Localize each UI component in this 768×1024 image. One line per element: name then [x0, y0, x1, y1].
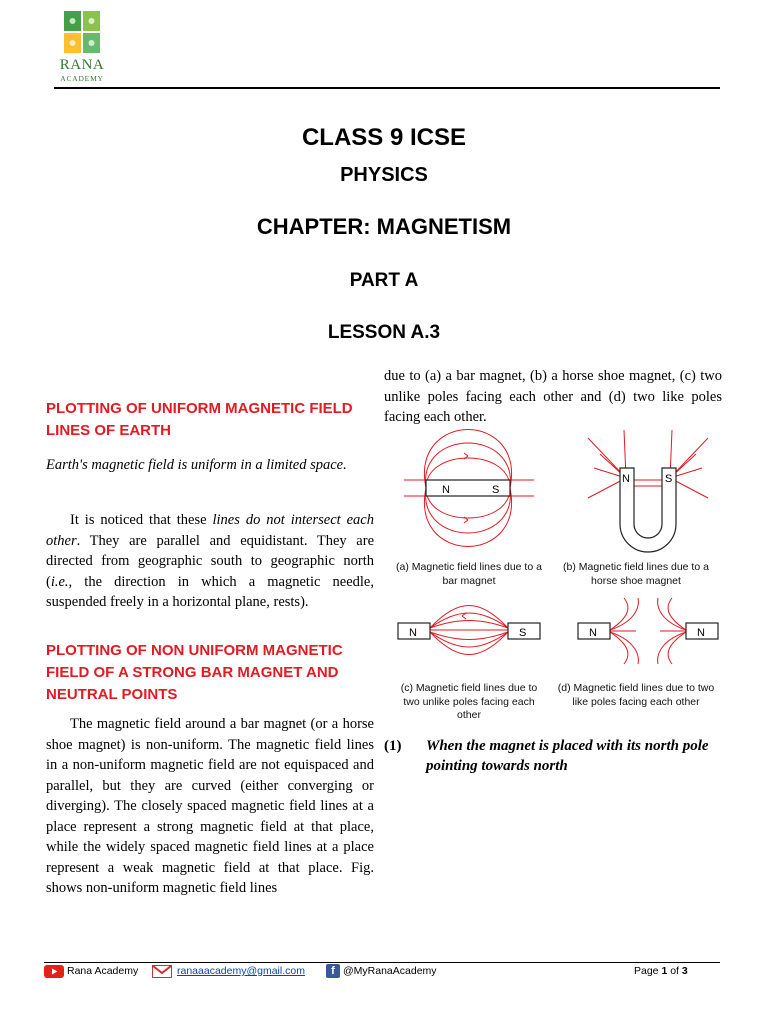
like-poles-diagram — [610, 598, 686, 664]
numbered-item-1 — [384, 736, 724, 776]
facebook-icon: f — [326, 964, 340, 978]
item-text: When the magnet is placed with its north pole pointing towards north — [426, 738, 709, 774]
paragraph-non-uniform-field: The magnetic field around a bar magnet (or a horse shoe magnet) is non-uniform. The magnetic field lines in a non-uniform magnetic field are not equispaced and parallel, but they are curved (either converging or diverging). The closely spaced magnetic field lines at a place represent a strong magnetic field at that place, while the widely spaced magnetic field lines at a place represent a weak magnetic field at that place. Fig. shows non-uniform magnetic field lines — [46, 716, 374, 896]
caption-like-poles: (d) Magnetic field lines due to two like poles facing each other — [557, 682, 715, 708]
header-divider — [54, 87, 720, 89]
figure-intro-text: due to (a) a bar magnet, (b) a horse shoe magnet, (c) two unlike poles facing each other and (d) two like poles facing each other. — [384, 368, 722, 425]
section-heading-uniform-field: PLOTTING OF UNIFORM MAGNETIC FIELD LINES OF EARTH — [46, 400, 353, 439]
bar-magnet-s-label: S — [492, 484, 500, 496]
caption-horse-shoe: (b) Magnetic field lines due to a horse shoe magnet — [563, 561, 709, 587]
youtube-channel-link[interactable]: Rana Academy — [67, 965, 139, 977]
horse-shoe-s-label: S — [665, 473, 673, 485]
lesson-title: LESSON A.3 — [327, 322, 441, 343]
section-heading-non-uniform-field: PLOTTING OF NON UNIFORM MAGNETIC FIELD OF A STRONG BAR MAGNET AND NEUTRAL POINTS — [46, 642, 343, 703]
horse-shoe-n-label: N — [622, 473, 630, 485]
paragraph-field-lines: It is noticed that these lines do not intersect each other. They are parallel and equidistant. They are directed from geographic south to geographic north (i.e., the direction in which a magnetic needle, suspended freely in a horizontal plane, rests). — [46, 512, 374, 610]
rana-academy-logo — [56, 10, 108, 88]
like-n-label-left: N — [589, 627, 597, 639]
unlike-poles-diagram — [430, 606, 508, 655]
caption-bar-magnet: (a) Magnetic field lines due to a bar magnet — [396, 561, 542, 587]
bar-magnet-n-label: N — [442, 484, 450, 496]
part-title: PART A — [349, 270, 419, 291]
like-n-label-right: N — [697, 627, 705, 639]
current-page: 1 — [661, 965, 668, 977]
chapter-title: CHAPTER: MAGNETISM — [256, 214, 512, 239]
unlike-s-label: S — [519, 627, 527, 639]
magnetic-field-figure — [388, 418, 720, 680]
caption-unlike-poles: (c) Magnetic field lines due to two unlike poles facing each other — [400, 682, 538, 721]
page-indicator: Page 1 of 3 — [634, 965, 688, 977]
gmail-icon — [152, 965, 172, 978]
unlike-n-label: N — [409, 627, 417, 639]
italic-statement: Earth's magnetic field is uniform in a limited space. — [46, 457, 347, 473]
puzzle-logo-icon — [63, 10, 101, 54]
item-number: (1) — [384, 738, 402, 754]
total-pages: 3 — [681, 965, 688, 977]
logo-subtitle: ACADEMY — [60, 74, 104, 83]
class-title: CLASS 9 ICSE — [301, 124, 467, 151]
paragraph-uniform-field — [46, 455, 374, 476]
subject-title: PHYSICS — [340, 164, 428, 186]
horse-shoe-diagram — [588, 430, 708, 498]
youtube-icon — [44, 965, 64, 978]
footer-divider — [44, 962, 720, 963]
logo-name: RANA — [59, 57, 105, 73]
email-link[interactable]: ranaaacademy@gmail.com — [177, 965, 305, 977]
facebook-link[interactable]: @MyRanaAcademy — [343, 965, 437, 977]
